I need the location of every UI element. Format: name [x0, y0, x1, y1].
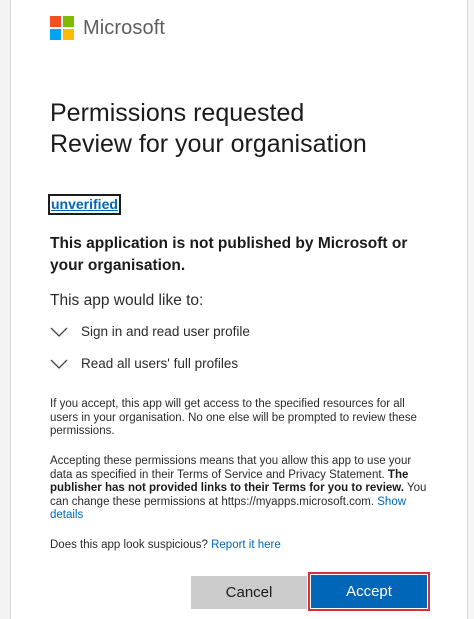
report-link[interactable]: Report it here: [211, 539, 281, 551]
logo-square-red: [50, 16, 61, 27]
title-line-2: Review for your organisation: [50, 130, 367, 158]
cancel-button[interactable]: Cancel: [191, 576, 307, 609]
unpublished-warning: This application is not published by Microsoft or your organisation.: [50, 235, 408, 274]
chevron-down-icon: [50, 327, 68, 337]
permission-item-read-all-profiles[interactable]: [50, 356, 238, 371]
terms-text-part1: Accepting these permissions means that you allow this app to use your data as specified in their Terms of Service and Privacy Statement.: [50, 455, 412, 481]
unverified-link[interactable]: unverified: [51, 196, 118, 212]
terms-text-bold: The publisher has not provided links to their Terms for you to review.: [50, 468, 409, 494]
window-right-edge: [467, 0, 474, 619]
show-details-link[interactable]: Show details: [50, 495, 407, 521]
permissions-lead: This app would like to:: [50, 292, 204, 309]
permission-label: Sign in and read user profile: [81, 324, 250, 339]
chevron-down-icon: [50, 359, 68, 369]
access-info-text: If you accept, this app will get access to the specified resources for all users in your organisation. No one else will be prompted to review these permissions.: [50, 398, 417, 437]
suspicious-prompt: [50, 539, 434, 553]
page-title: [50, 98, 367, 160]
permission-label: Read all users' full profiles: [81, 356, 239, 371]
header: [50, 16, 165, 40]
window-left-edge: [0, 0, 11, 619]
logo-square-yellow: [63, 29, 74, 40]
brand-name: Microsoft: [83, 16, 166, 39]
terms-info-text: [50, 455, 434, 523]
accept-button[interactable]: Accept: [311, 575, 427, 608]
logo-square-green: [63, 16, 74, 27]
terms-text-part2: You can change these permissions at https://myapps.microsoft.com.: [50, 482, 427, 508]
logo-square-blue: [50, 29, 61, 40]
title-line-1: Permissions requested: [50, 99, 305, 127]
suspicious-question: Does this app look suspicious?: [50, 539, 212, 551]
permission-item-read-profile[interactable]: [50, 324, 250, 339]
microsoft-logo-icon: [50, 16, 74, 40]
